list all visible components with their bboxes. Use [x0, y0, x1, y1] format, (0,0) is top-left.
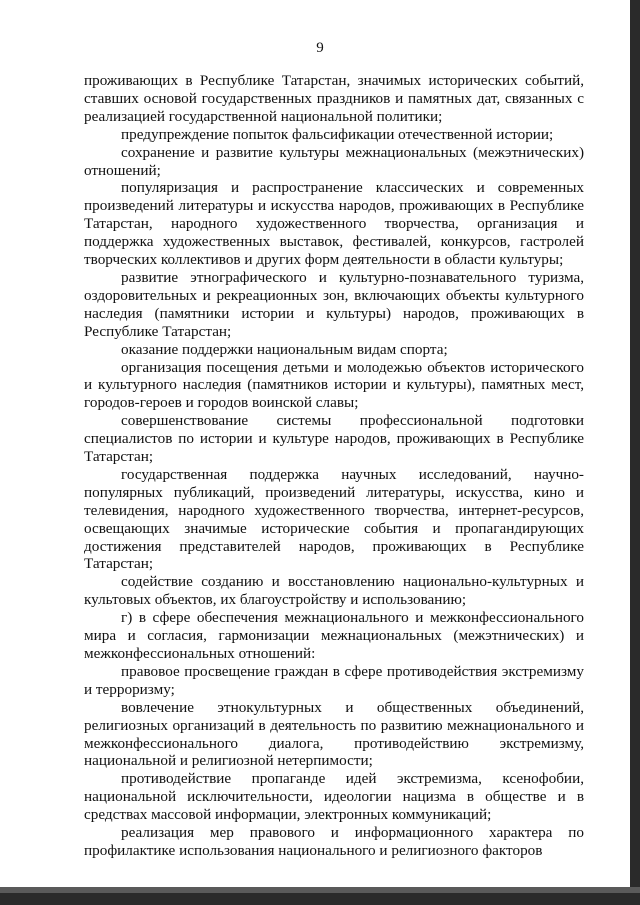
list-item-specialist-training: совершенствование системы профессиональной подготовки специалистов по истории и культуре народов, проживающих в Республике Татарстан; — [84, 412, 584, 466]
list-item-implementation: реализация мер правового и информационного характера по профилактике использования национального и религиозного факторов — [84, 824, 584, 859]
section-heading-g: г) в сфере обеспечения межнационального и межконфессионального мира и согласия, гармонизации межнациональных (межэтнических) и межконфессиональных отношений: — [84, 609, 584, 662]
list-item-legal-education: правовое просвещение граждан в сфере противодействия экстремизму и терроризму; — [84, 662, 584, 698]
list-item-cultural-objects: содействие созданию и восстановлению национально-культурных и культовых объектов, их благоустройству и использованию; — [84, 573, 584, 609]
list-item-national-sports: оказание поддержки национальным видам спорта; — [121, 340, 448, 358]
list-item-interethnic-culture: сохранение и развитие культуры межнациональных (межэтнических) отношений; — [84, 143, 584, 179]
list-item-involvement: вовлечение этнокультурных и общественных объединений, религиозных организаций в деятельность по развитию межнационального и межконфессионального диалога, противодействию экстремизму, национальной и религиозной нетерпимости; — [84, 698, 584, 770]
scan-edge-right — [630, 0, 640, 905]
list-item-youth-visits: организация посещения детьми и молодежью объектов исторического и культурного наследия (памятников истории и культуры), памятных мест, городов-героев и городов воинской славы; — [84, 358, 584, 412]
list-item-popularization: популяризация и распространение классических и современных произведений литературы и искусства народов, проживающих в Республике Татарстан, народного художественного творчества, организация и поддержка художественных выставок, фестивалей, конкурсов, гастролей творческих коллективов и других форм деятельности в области культуры; — [84, 179, 584, 269]
list-item-falsification-prevention: предупреждение попыток фальсификации отечественной истории; — [121, 125, 554, 143]
paragraph-continuation: проживающих в Республике Татарстан, значимых исторических событий, ставших основой государственных праздников и памятных дат, связанных с реализацией государственной национальной политики; — [84, 72, 584, 125]
document-body — [84, 72, 584, 860]
page-number: 9 — [316, 40, 324, 56]
list-item-counter-propaganda: противодействие пропаганде идей экстремизма, ксенофобии, национальной исключительности, идеологии нацизма в обществе и в средствах массовой информации, электронных коммуникаций; — [84, 770, 584, 824]
list-item-tourism: развитие этнографического и культурно-познавательного туризма, оздоровительных и рекреационных зон, включающих объекты культурного наследия (памятники истории и культуры) народов, проживающих в Республике Татарстан; — [84, 268, 584, 340]
scan-edge-bottom — [0, 893, 640, 905]
list-item-state-support: государственная поддержка научных исследований, научно-популярных публикаций, произведений литературы, искусства, кино и телевидения, народного художественного творчества, интернет-ресурсов, освещающих значимые исторические события и пропагандирующих достижения представителей народов, проживающих в Республике Татарстан; — [84, 465, 584, 573]
